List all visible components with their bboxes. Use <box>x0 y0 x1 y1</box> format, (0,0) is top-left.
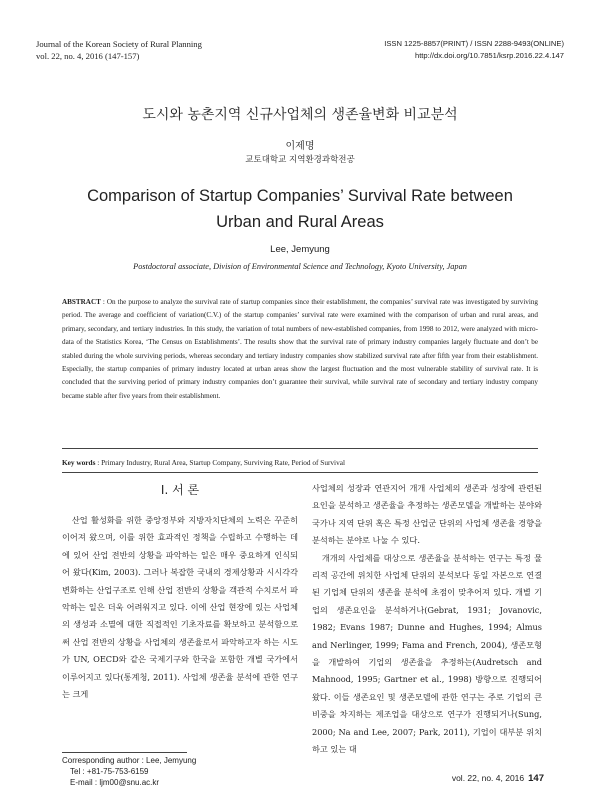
keywords-top-rule <box>62 448 538 449</box>
abstract <box>62 296 538 403</box>
keywords-text: : Primary Industry, Rural Area, Startup Company, Surviving Rate, Period of Survival <box>95 458 346 467</box>
author-english: Lee, Jemyung <box>270 244 330 255</box>
section-heading-introduction: I. 서 론 <box>160 483 200 497</box>
title-korean: 도시와 농촌지역 신규사업체의 생존율변화 비교분석 <box>142 107 458 123</box>
keywords-label: Key words <box>62 458 96 467</box>
journal-name: Journal of the Korean Society of Rural Planning <box>36 39 202 49</box>
left-column <box>62 512 298 703</box>
abstract-label: ABSTRACT <box>62 298 101 306</box>
keywords-bottom-rule <box>62 472 538 473</box>
intro-paragraph-1: 산업 활성화를 위한 중앙정부와 지방자치단체의 노력은 꾸준히 이어져 왔으며, 이를 위한 효과적인 정책을 수립하고 수행하는 데에 있어 산업 전반의 상황을 파악하는 일은 매우 중요하게 인식되어 왔다(Kim, 2003). 그러나 복잡한 국내의 경제상황과 시시각각 변화하는 산업구조로 인해 산업 전반의 상황을 객관적 수치로서 파악하는 일은 더욱 어려워지고 있다. 이에 산업 현장에 있는 사업체의 생성과 소멸에 대한 직접적인 기초자료를 확보하고 분석함으로써 산업 전반의 상황을 사업체의 생존율로서 파악하고자 하는 시도가 UN, OECD와 같은 국제기구와 한국을 포함한 개별 국가에서 이루어지고 있다(통계청, 2011). 사업체 생존율 분석에 관한 연구는 크게 <box>62 515 298 700</box>
issn-header <box>384 38 564 62</box>
correspondence-author: Corresponding author : Lee, Jemyung <box>62 756 197 765</box>
journal-header <box>36 38 202 62</box>
correspondence-rule <box>62 752 187 753</box>
doi-link[interactable]: http://dx.doi.org/10.7851/ksrp.2016.22.4.147 <box>414 51 564 60</box>
affiliation-english: Postdoctoral associate, Division of Environmental Science and Technology, Kyoto University, Japan <box>133 262 467 271</box>
abstract-text: : On the purpose to analyze the survival rate of startup companies since their establishment, the companies’ survival rate was investigated by surviving period. The average and coefficient of variation(C.V.) of the startup companies’ survival rate were examined with the comparison of urban and rural areas, and primary, secondary, and tertiary industries. In this study, the variation of total numbers of new-established companies, from 1998 to 2012, were analyzed with micro-data of the Statistics Korea, ‘The Census on Establishments’. The results show that the survival rate of primary industry companies largely fluctuate and don’t be stabled during the whole surviving periods, whereas secondary and tertiary industry companies show stabilized survival rate after fifth year from their establishment. Especially, the startup companies of primary industry located at urban areas show the largest fluctuation and the most vulnerable stability of survival rate. It is concluded that the surviving period of primary industry companies don’t guarantee their survival, while survival rate of secondary and tertiary industry company became stable after five years from their establishment. <box>62 298 538 400</box>
correspondence-email[interactable]: E-mail : ljm00@snu.ac.kr <box>70 778 160 787</box>
journal-volume: vol. 22, no. 4, 2016 (147-157) <box>36 51 140 61</box>
intro-paragraph-continued: 사업체의 성장과 연관지어 개개 사업체의 생존과 성장에 관련된 요인을 분석하고 생존율을 추정하는 생존모델을 개발하는 분야와 국가나 지역 단위 혹은 특정 산업군 단위의 사업체 생존율 경향을 분석하는 분야로 나눌 수 있다. <box>312 483 542 546</box>
affiliation-korean: 교토대학교 지역환경과학전공 <box>245 155 355 165</box>
page-footer <box>452 773 544 784</box>
intro-paragraph-2: 개개의 사업체를 대상으로 생존율을 분석하는 연구는 특정 물리적 공간에 위치한 사업체 단위의 분석보다 동일 자본으로 연결된 기업체 단위의 생존율 분석에 초점이 맞추어져 있다. 개별 기업의 생존요인을 분석하거나(Gebrat, 1931; Jovanovic, 1982; Evans 1987; Dunne and Hughes, 1994; Almus and Nerlinger, 1999; Fama and French, 2004), 생존모형을 개발하여 기업의 생존율을 추정하는(Audretsch and Mahnood, 1995; Gartner et al., 1998) 방향으로 진행되어 왔다. 이들 생존요인 및 생존모델에 관한 연구는 주로 기업의 큰 비중을 차지하는 제조업을 대상으로 연구가 진행되거나(Sung, 2000; Na and Lee, 2007; Park, 2011), 기업이 대부분 위치하고 있는 대 <box>312 552 542 755</box>
correspondence-block <box>62 755 196 788</box>
right-column <box>312 480 542 759</box>
footer-volume: vol. 22, no. 4, 2016 <box>451 773 525 783</box>
issn-text: ISSN 1225-8857(PRINT) / ISSN 2288-9493(ONLINE) <box>384 39 564 48</box>
page-number: 147 <box>528 773 544 784</box>
correspondence-tel: Tel : +81-75-753-6159 <box>70 767 149 776</box>
author-korean: 이제명 <box>285 141 315 152</box>
keywords <box>62 457 538 469</box>
title-english: Comparison of Startup Companies’ Survival Rate between Urban and Rural Areas <box>87 187 513 231</box>
